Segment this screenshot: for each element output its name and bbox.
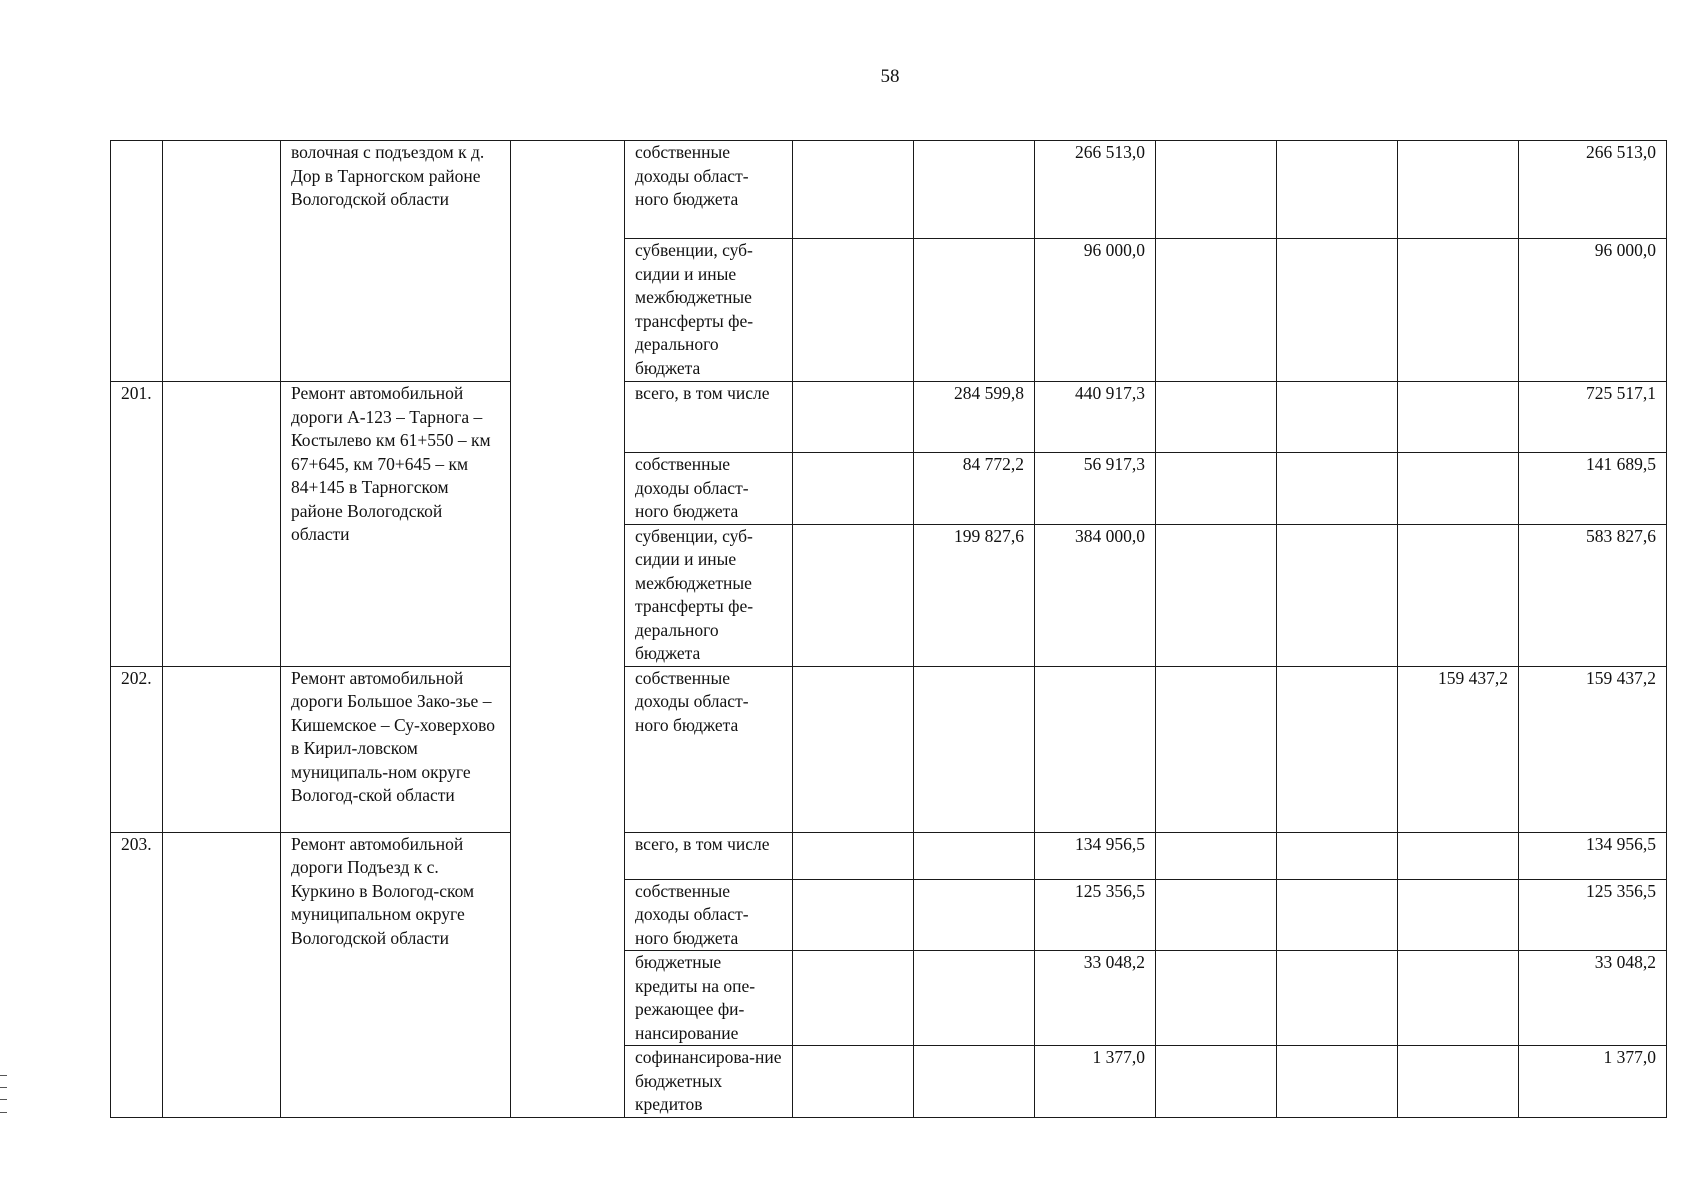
value-cell — [1398, 382, 1519, 453]
value-cell: 56 917,3 — [1035, 453, 1156, 525]
value-cell: 266 513,0 — [1035, 141, 1156, 239]
total-cell: 96 000,0 — [1519, 239, 1667, 382]
value-cell — [914, 239, 1035, 382]
value-cell — [1398, 1046, 1519, 1118]
funding-source: субвенции, суб-сидии и иные межбюджетные трансферты фе-дерального бюджета — [625, 524, 793, 666]
value-cell — [1398, 524, 1519, 666]
funding-source: субвенции, суб-сидии и иные межбюджетные трансферты фе-дерального бюджета — [625, 239, 793, 382]
value-cell — [1035, 666, 1156, 832]
total-cell: 266 513,0 — [1519, 141, 1667, 239]
value-cell — [1156, 666, 1277, 832]
object-title: волочная с подъездом к д. Дор в Тарногском районе Вологодской области — [281, 141, 511, 382]
value-cell: 134 956,5 — [1035, 832, 1156, 879]
empty-cell — [793, 524, 914, 666]
total-cell: 725 517,1 — [1519, 382, 1667, 453]
empty-cell — [1277, 879, 1398, 951]
object-title: Ремонт автомобильной дороги Большое Зако-зье – Кишемское – Су-ховерхово в Кирил-ловском муниципаль-ном округе Вологод-ской области — [281, 666, 511, 832]
value-cell — [1156, 879, 1277, 951]
empty-cell — [163, 666, 281, 832]
empty-cell — [793, 382, 914, 453]
value-cell: 199 827,6 — [914, 524, 1035, 666]
value-cell: 284 599,8 — [914, 382, 1035, 453]
value-cell — [1398, 832, 1519, 879]
empty-cell — [1277, 832, 1398, 879]
funding-source: собственные доходы област-ного бюджета — [625, 666, 793, 832]
funding-source: всего, в том числе — [625, 382, 793, 453]
empty-cell — [1277, 524, 1398, 666]
empty-cell — [1277, 1046, 1398, 1118]
value-cell — [914, 141, 1035, 239]
value-cell — [1156, 382, 1277, 453]
value-cell: 1 377,0 — [1035, 1046, 1156, 1118]
value-cell — [1156, 951, 1277, 1046]
table-row — [111, 141, 1667, 239]
row-index: 202. — [111, 666, 163, 832]
value-cell — [1156, 832, 1277, 879]
table-row — [111, 832, 1667, 879]
empty-cell — [793, 141, 914, 239]
value-cell — [1398, 239, 1519, 382]
value-cell — [914, 666, 1035, 832]
empty-cell — [793, 879, 914, 951]
value-cell — [1398, 453, 1519, 525]
empty-cell — [1277, 382, 1398, 453]
empty-cell — [163, 141, 281, 382]
funding-source: софинансирова-ние бюджетных кредитов — [625, 1046, 793, 1118]
empty-cell — [1277, 666, 1398, 832]
total-cell: 583 827,6 — [1519, 524, 1667, 666]
value-cell — [1398, 879, 1519, 951]
budget-table — [110, 140, 1667, 1118]
value-cell — [914, 832, 1035, 879]
total-cell: 33 048,2 — [1519, 951, 1667, 1046]
table-row — [111, 666, 1667, 832]
funding-source: собственные доходы област-ного бюджета — [625, 879, 793, 951]
empty-cell — [793, 1046, 914, 1118]
empty-cell — [1277, 141, 1398, 239]
scan-margin-mark — [0, 1075, 7, 1113]
object-title: Ремонт автомобильной дороги Подъезд к с. Куркино в Вологод-ском муниципальном округе Вологодской области — [281, 832, 511, 1117]
value-cell — [914, 951, 1035, 1046]
total-cell: 134 956,5 — [1519, 832, 1667, 879]
value-cell: 384 000,0 — [1035, 524, 1156, 666]
value-cell — [1398, 951, 1519, 1046]
total-cell: 1 377,0 — [1519, 1046, 1667, 1118]
empty-cell — [793, 666, 914, 832]
value-cell: 84 772,2 — [914, 453, 1035, 525]
empty-cell — [163, 832, 281, 1117]
object-title: Ремонт автомобильной дороги А-123 – Тарнога – Костылево км 61+550 – км 67+645, км 70+645 – км 84+145 в Тарногском районе Вологодской области — [281, 382, 511, 667]
total-cell: 141 689,5 — [1519, 453, 1667, 525]
funding-source: собственные доходы област-ного бюджета — [625, 141, 793, 239]
empty-cell — [1277, 453, 1398, 525]
value-cell: 159 437,2 — [1398, 666, 1519, 832]
empty-cell — [163, 382, 281, 667]
empty-cell — [1277, 239, 1398, 382]
value-cell — [1156, 1046, 1277, 1118]
empty-cell — [511, 141, 625, 1118]
empty-cell — [793, 239, 914, 382]
empty-cell — [793, 453, 914, 525]
value-cell: 96 000,0 — [1035, 239, 1156, 382]
table-row — [111, 382, 1667, 453]
value-cell — [1156, 239, 1277, 382]
empty-cell — [1277, 951, 1398, 1046]
funding-source: собственные доходы област-ного бюджета — [625, 453, 793, 525]
page-number: 58 — [880, 66, 900, 87]
value-cell: 125 356,5 — [1035, 879, 1156, 951]
total-cell: 159 437,2 — [1519, 666, 1667, 832]
value-cell — [1156, 453, 1277, 525]
funding-source: всего, в том числе — [625, 832, 793, 879]
row-index: 201. — [111, 382, 163, 667]
row-index — [111, 141, 163, 382]
empty-cell — [793, 832, 914, 879]
empty-cell — [793, 951, 914, 1046]
funding-source: бюджетные кредиты на опе-режающее фи-нансирование — [625, 951, 793, 1046]
value-cell — [1156, 524, 1277, 666]
value-cell: 440 917,3 — [1035, 382, 1156, 453]
value-cell — [1398, 141, 1519, 239]
value-cell — [1156, 141, 1277, 239]
total-cell: 125 356,5 — [1519, 879, 1667, 951]
row-index: 203. — [111, 832, 163, 1117]
value-cell — [914, 1046, 1035, 1118]
value-cell: 33 048,2 — [1035, 951, 1156, 1046]
value-cell — [914, 879, 1035, 951]
